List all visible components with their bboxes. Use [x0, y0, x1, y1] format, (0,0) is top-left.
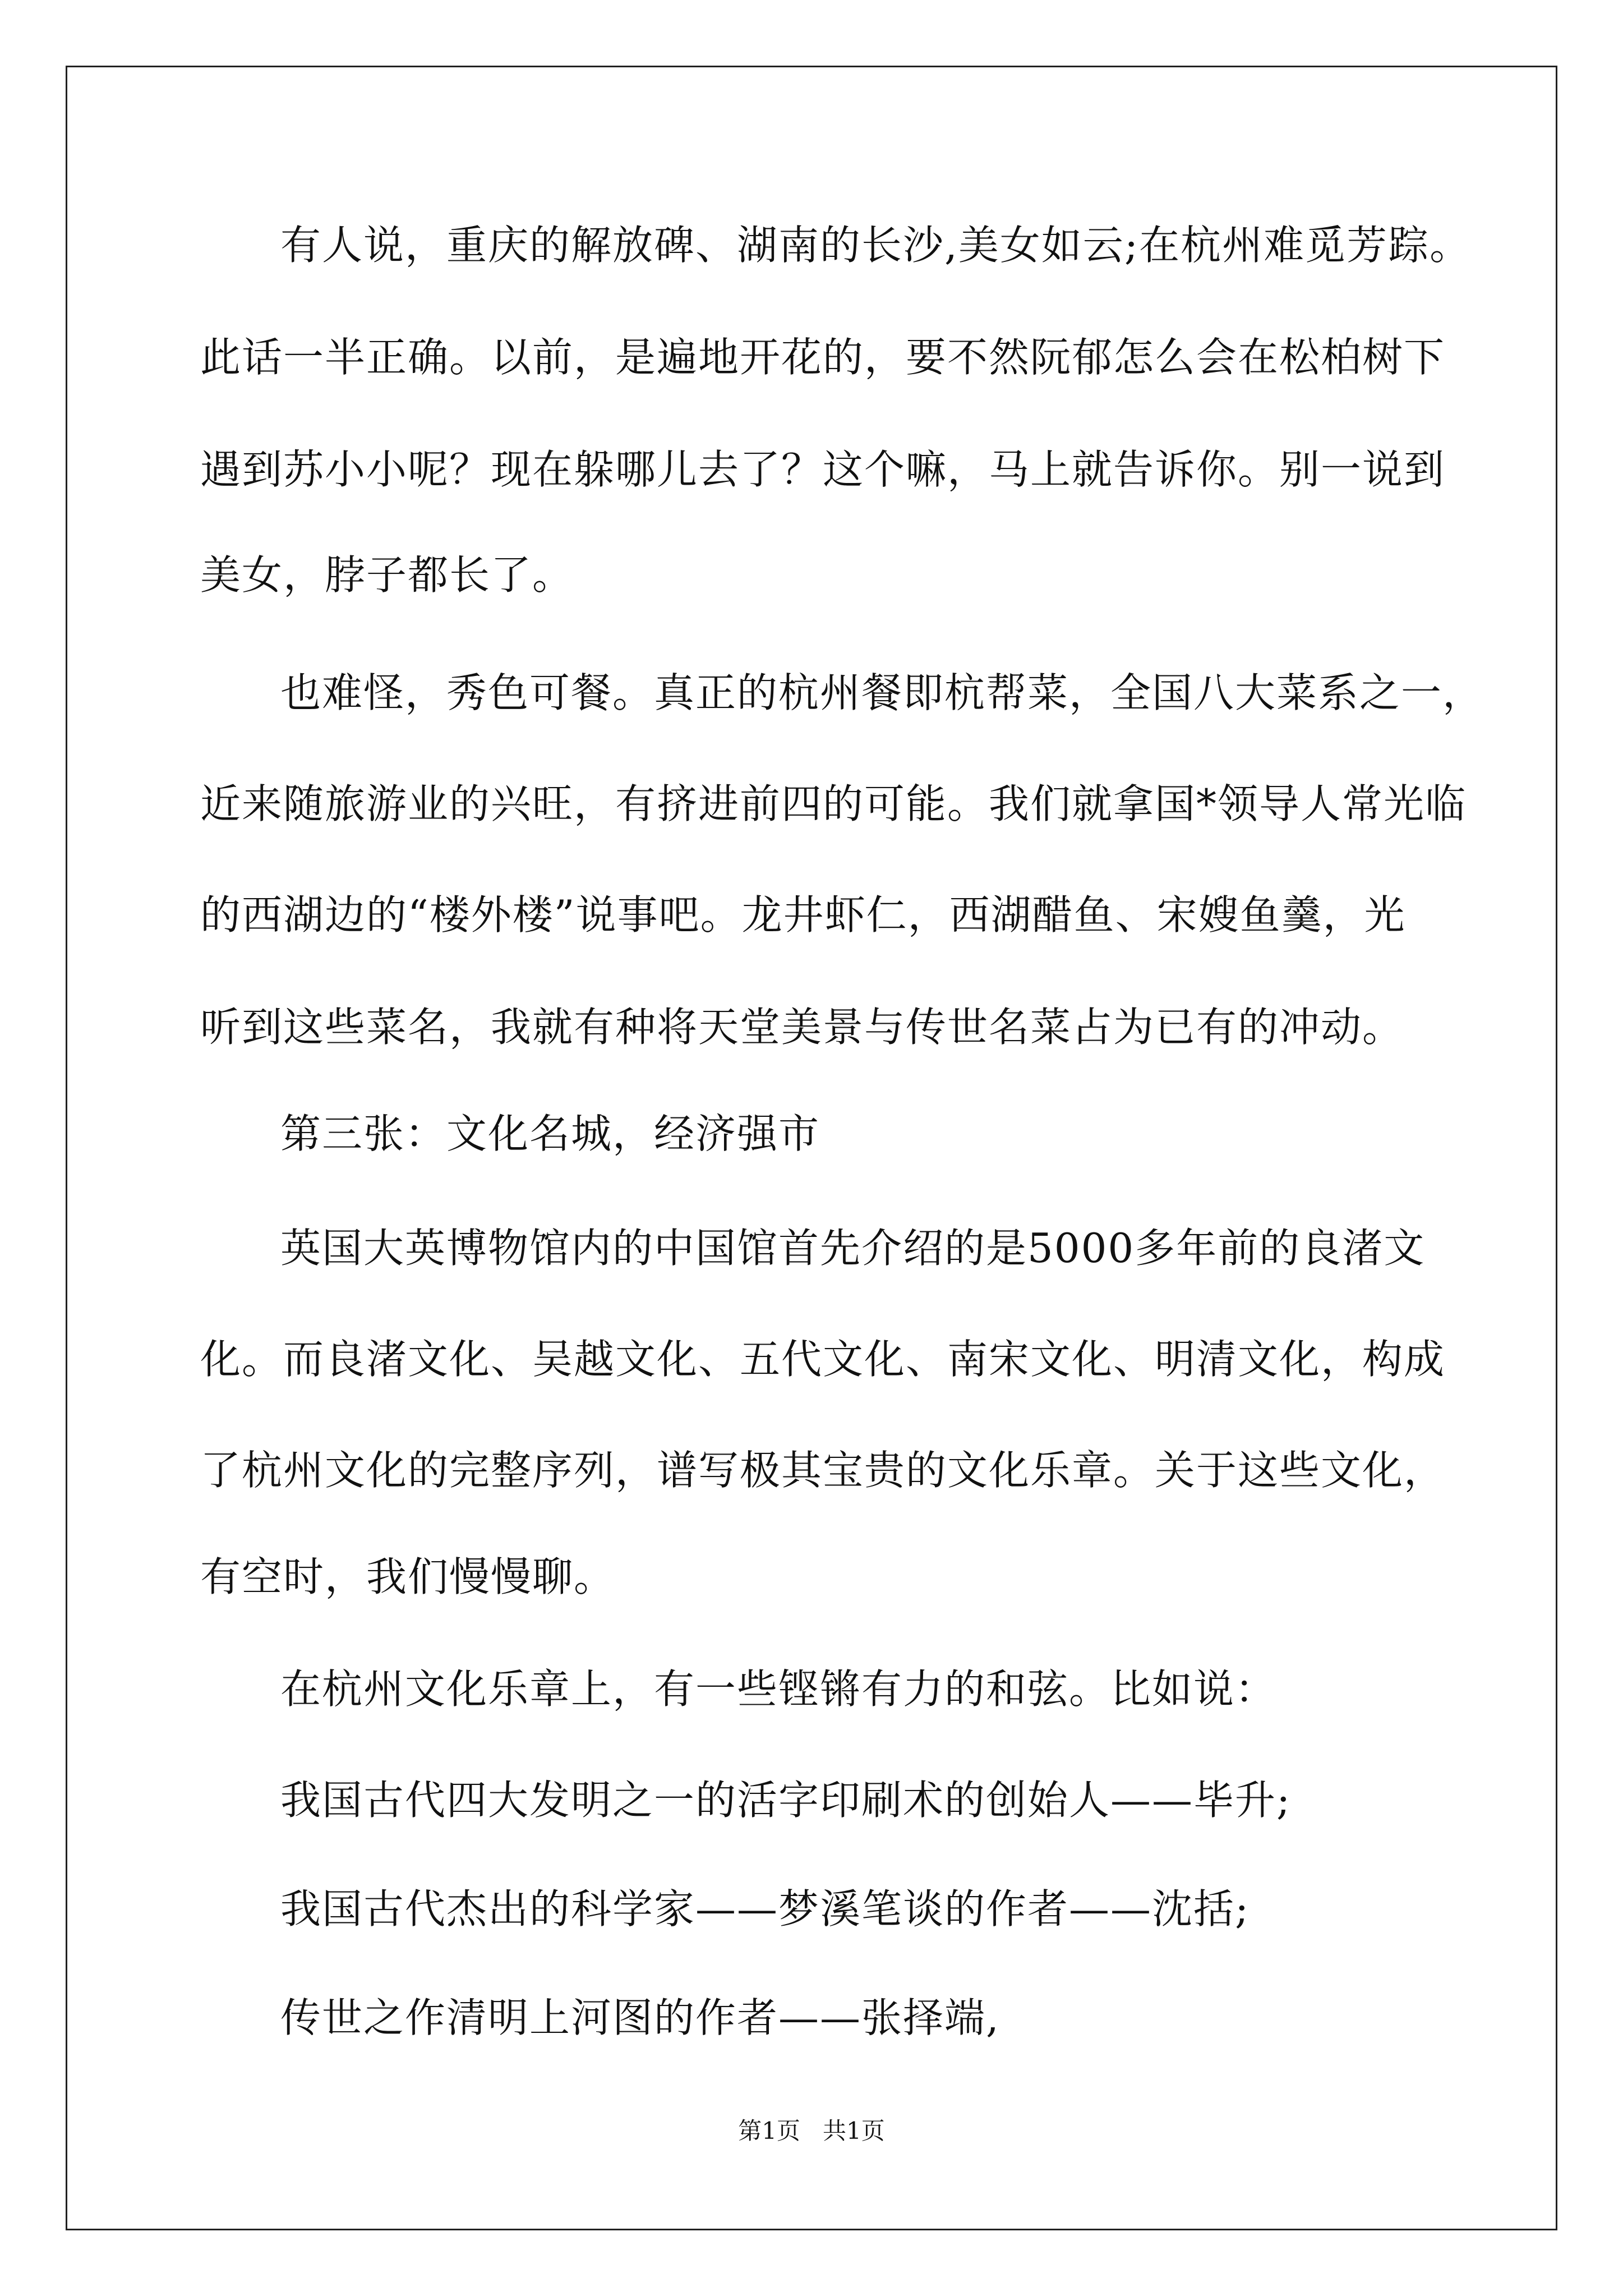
text-line: 了杭州文化的完整序列，谱写极其宝贵的文化乐章。关于这些文化， [200, 1447, 1446, 1494]
text-line: 听到这些菜名，我就有种将天堂美景与传世名菜占为已有的冲动。 [200, 1004, 1404, 1051]
text-line: 传世之作清明上河图的作者——张择端, [280, 1994, 1000, 2041]
text-line: 的西湖边的“楼外楼”说事吧。龙井虾仁，西湖醋鱼、宋嫂鱼羹，光 [200, 891, 1406, 938]
text-line: 在杭州文化乐章上，有一些铿锵有力的和弦。比如说： [280, 1665, 1277, 1713]
page-footer: 第1页 共1页 [738, 2117, 885, 2145]
text-line: 我国古代四大发明之一的活字印刷术的创始人——毕升; [280, 1777, 1292, 1824]
text-line: 有人说，重庆的解放碑、湖南的长沙,美女如云;在杭州难觅芳踪。 [280, 222, 1472, 269]
text-line: 此话一半正确。以前，是遍地开花的，要不然阮郁怎么会在松柏树下 [200, 334, 1446, 381]
text-line: 美女，脖子都长了。 [200, 551, 574, 599]
text-line: 近来随旅游业的兴旺，有挤进前四的可能。我们就拿国*领导人常光临 [200, 780, 1467, 827]
section-heading: 第三张：文化名城，经济强市 [280, 1110, 820, 1157]
text-line: 也难怪，秀色可餐。真正的杭州餐即杭帮菜，全国八大菜系之一， [280, 669, 1484, 716]
text-line: 化。而良渚文化、吴越文化、五代文化、南宋文化、明清文化，构成 [200, 1336, 1446, 1383]
text-line: 我国古代杰出的科学家——梦溪笔谈的作者——沈括; [280, 1885, 1250, 1932]
text-line: 有空时，我们慢慢聊。 [200, 1553, 616, 1600]
text-line: 英国大英博物馆内的中国馆首先介绍的是5000多年前的良渚文 [280, 1225, 1426, 1272]
text-line: 遇到苏小小呢？现在躲哪儿去了？这个嘛，马上就告诉你。别一说到 [200, 446, 1446, 493]
